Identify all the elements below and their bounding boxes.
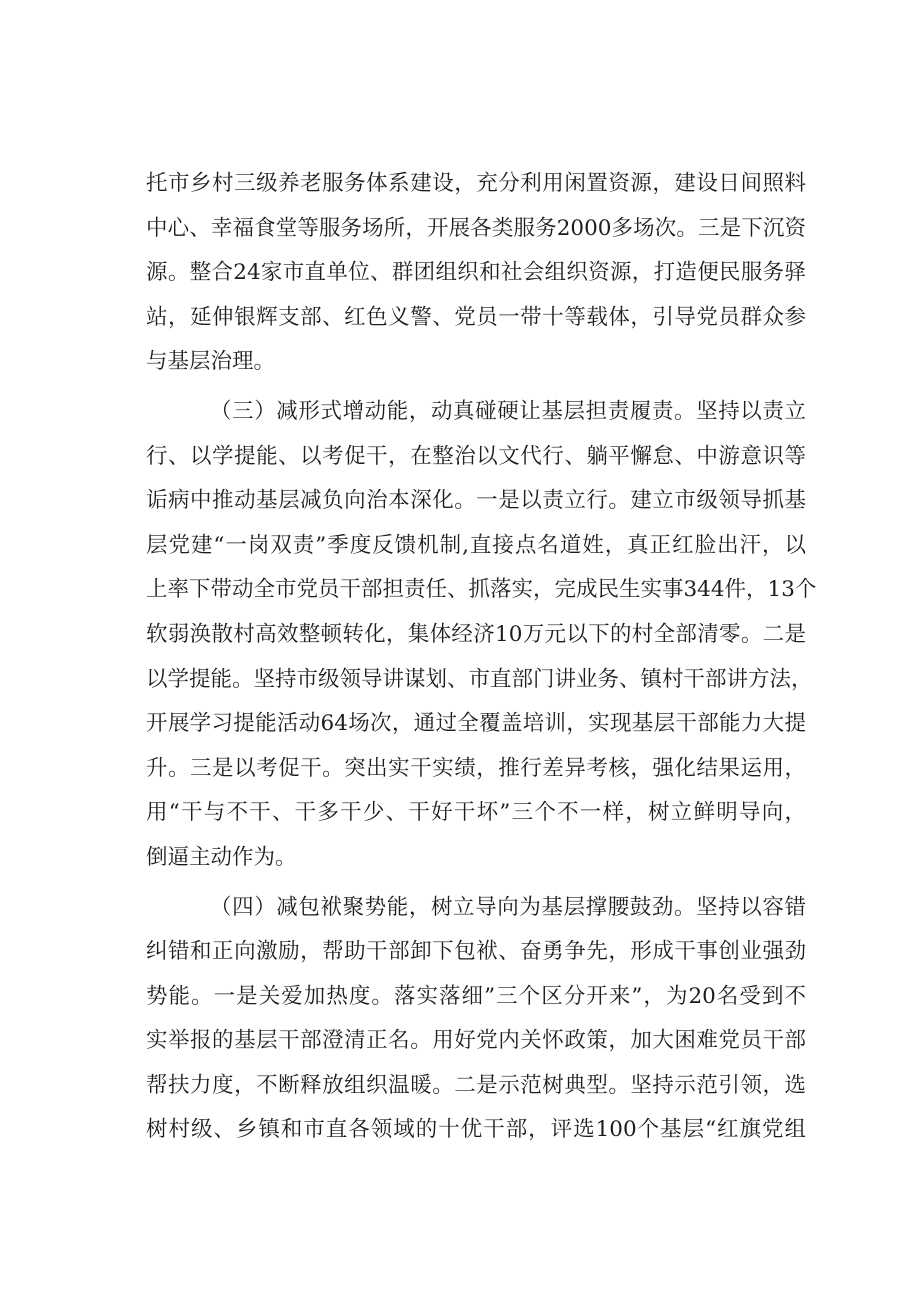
text-line: 层党建“一岗双责”季度反馈机制,直接点名道姓，真正红脸出汗，以 bbox=[146, 532, 806, 558]
text-line: 以学提能。坚持市级领导讲谋划、市直部门讲业务、镇村干部讲方法， bbox=[146, 666, 813, 692]
text-line: 软弱涣散村高效整顿转化，集体经济10万元以下的村全部清零。二是 bbox=[146, 621, 806, 647]
text-line: 源。整合24家市直单位、群团组织和社会组织资源，打造便民服务驿 bbox=[146, 260, 806, 286]
text-line: 站，延伸银辉支部、红色义警、党员一带十等载体，引导党员群众参 bbox=[146, 304, 806, 330]
text-line: 帮扶力度，不断释放组织温暖。二是示范树典型。坚持示范引领，选 bbox=[146, 1072, 806, 1098]
text-line: 开展学习提能活动64场次，通过全覆盖培训，实现基层干部能力大提 bbox=[146, 711, 806, 737]
body-text bbox=[146, 162, 817, 1153]
text-line: 用“干与不干、干多干少、干好干坏”三个不一样，树立鲜明导向， bbox=[146, 800, 806, 826]
text-line: 实举报的基层干部澄清正名。用好党内关怀政策，加大困难党员干部 bbox=[146, 1028, 806, 1054]
text-line: 升。三是以考促干。突出实干实绩，推行差异考核，强化结果运用， bbox=[146, 755, 806, 781]
text-line: 倒逼主动作为。 bbox=[146, 844, 297, 870]
paragraph-3 bbox=[146, 886, 806, 1154]
text-line: 与基层治理。 bbox=[146, 349, 276, 375]
text-line: （三）减形式增动能，动真碰硬让基层担责履责。坚持以责立 bbox=[210, 398, 806, 424]
text-line: 行、以学提能、以考促干，在整治以文代行、躺平懈怠、中游意识等 bbox=[146, 443, 806, 469]
text-line: 诟病中推动基层减负向治本深化。一是以责立行。建立市级领导抓基 bbox=[146, 488, 806, 514]
text-line: 势能。一是关爱加热度。落实落细”三个区分开来”，为20名受到不 bbox=[146, 983, 806, 1009]
text-line: 树村级、乡镇和市直各领域的十优干部，评选100个基层“红旗党组 bbox=[146, 1117, 806, 1143]
paragraph-1 bbox=[146, 162, 806, 385]
text-line: 上率下带动全市党员干部担责任、抓落实，完成民生实事344件，13个 bbox=[146, 577, 817, 603]
text-line: 托市乡村三级养老服务体系建设，充分利用闲置资源，建设日间照料 bbox=[146, 171, 806, 196]
text-line: 纠错和正向激励，帮助干部卸下包袱、奋勇争先，形成干事创业强劲 bbox=[146, 939, 806, 965]
text-line: （四）减包袱聚势能，树立导向为基层撑腰鼓劲。坚持以容错 bbox=[210, 894, 806, 920]
paragraph-2 bbox=[146, 390, 817, 881]
text-line: 中心、幸福食堂等服务场所，开展各类服务2000多场次。三是下沉资 bbox=[146, 215, 806, 241]
